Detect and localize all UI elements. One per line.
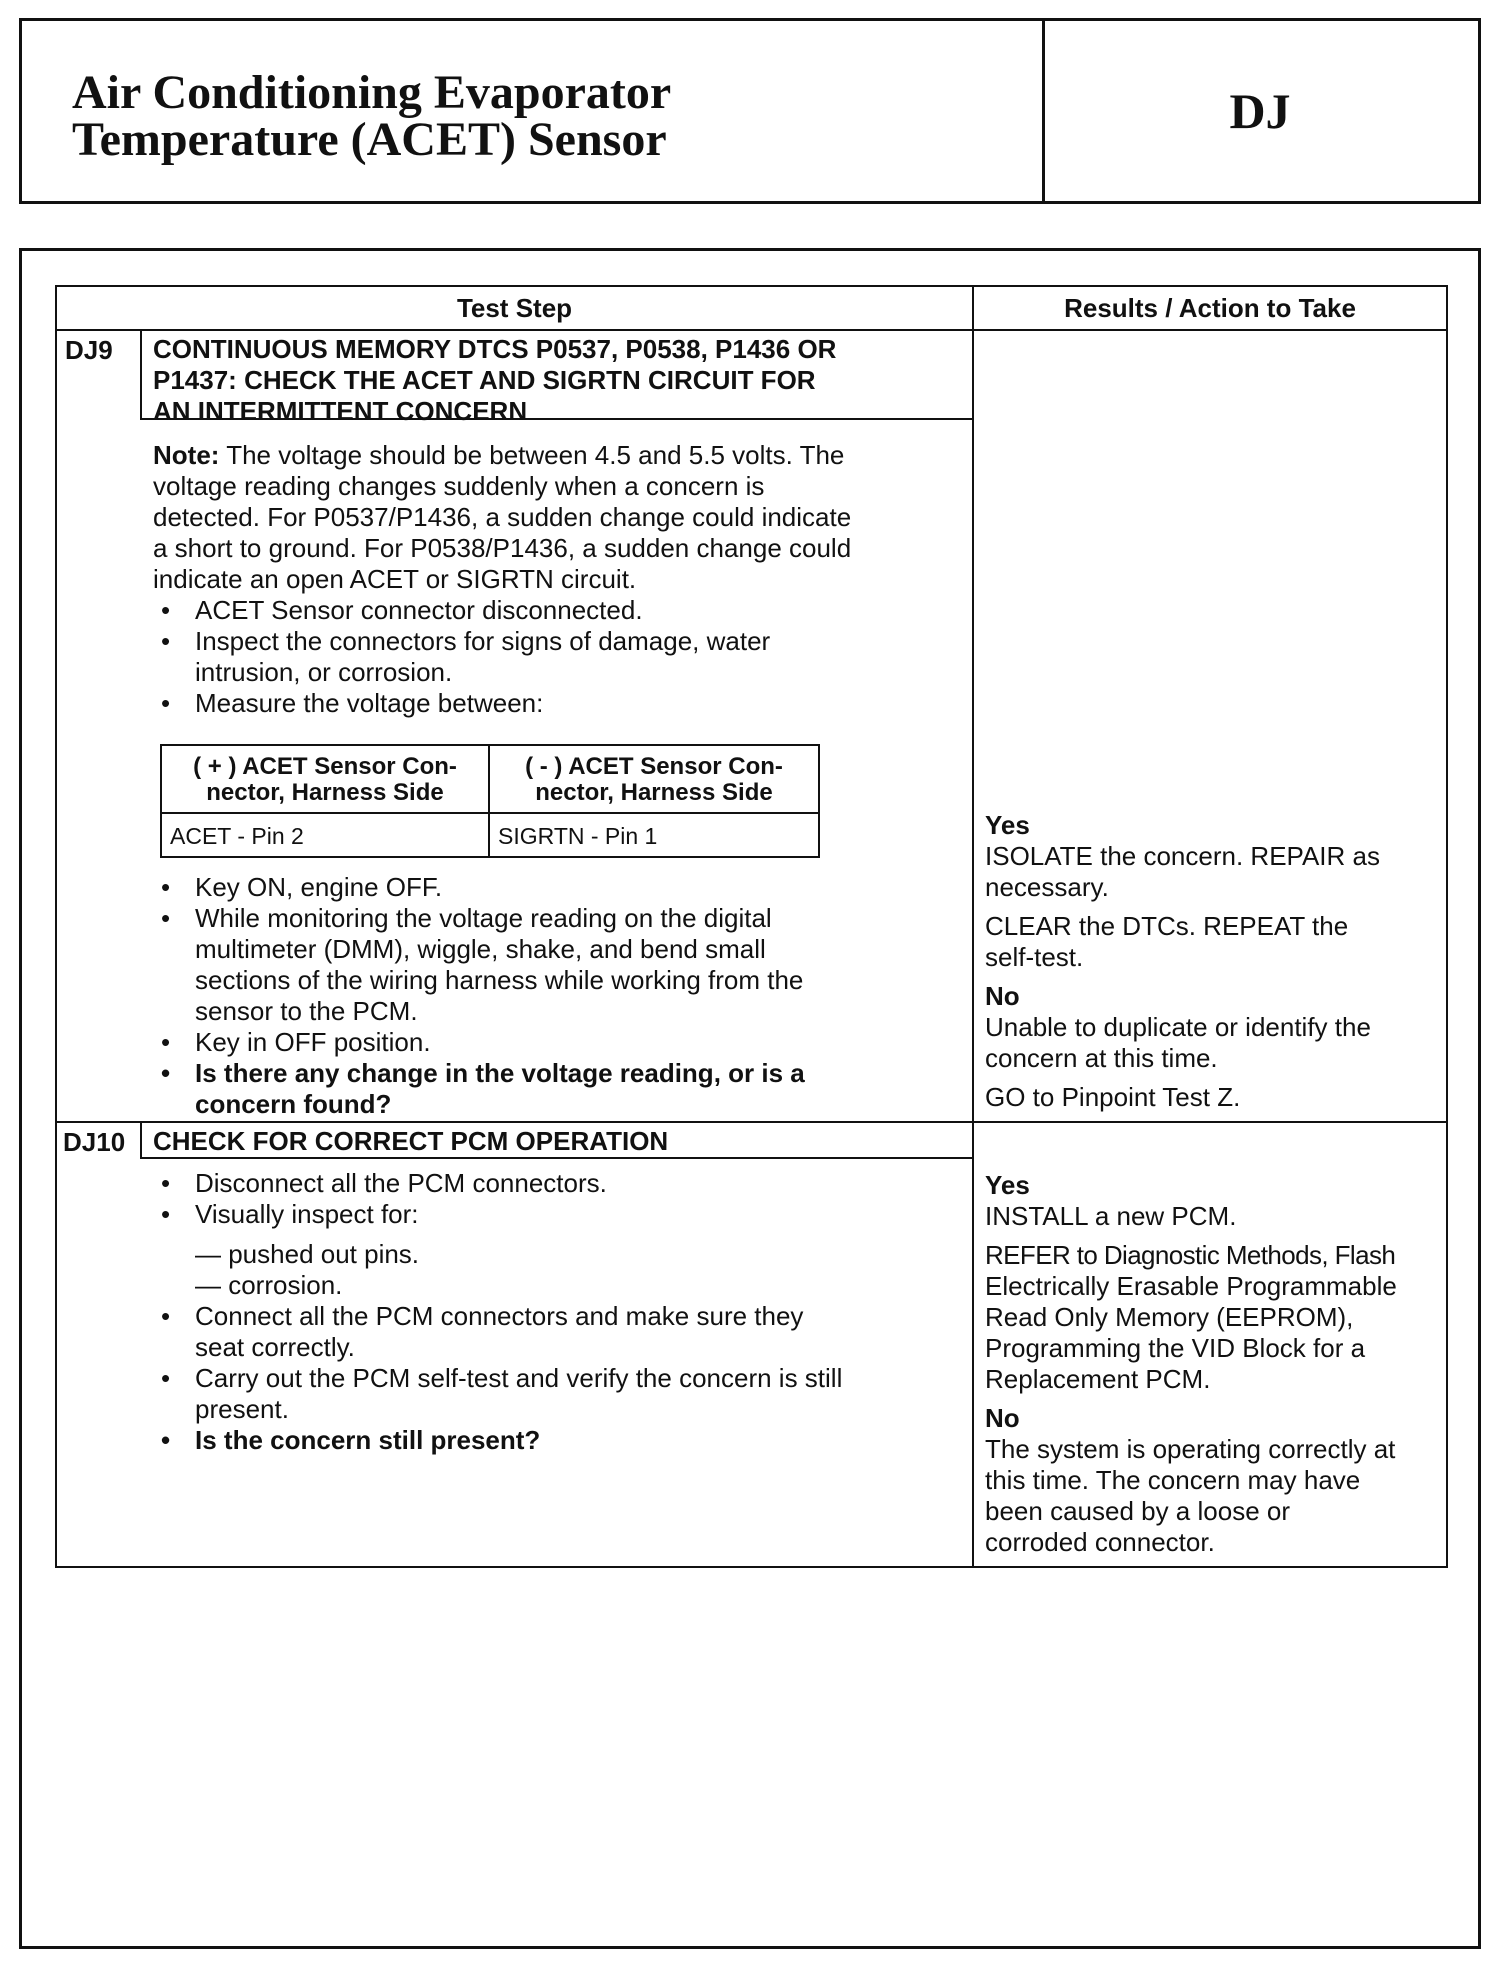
list-item: • Connect all the PCM connectors and make sure they seat correctly.	[153, 1301, 968, 1363]
step-body-dj9-continued	[153, 872, 968, 1120]
results-dj9: Yes ISOLATE the concern. REPAIR as necessary. CLEAR the DTCs. REPEAT the self-test. No Unable to duplicate or identify the concern at this time. GO to Pinpoint Test Z.	[985, 810, 1443, 1113]
column-header-test-step: Test Step	[456, 293, 573, 323]
measurement-header-negative: ( - ) ACET Sensor Con- nector, Harness Side	[525, 753, 783, 806]
step-id-dj10: DJ10	[63, 1127, 126, 1157]
measurement-cell-positive: ACET - Pin 2	[170, 822, 304, 849]
dj10-id-rule	[140, 1121, 142, 1159]
list-sub-item: — corrosion.	[195, 1270, 343, 1300]
no-label: No	[985, 1403, 1020, 1433]
list-item: • Inspect the connectors for signs of damage, water intrusion, or corrosion.	[153, 626, 968, 688]
step-body-dj10	[153, 1168, 968, 1456]
list-item: • Key in OFF position.	[153, 1027, 968, 1058]
page-title: Air Conditioning Evaporator Temperature (ACET) Sensor	[72, 66, 672, 166]
list-item: • Carry out the PCM self-test and verify the concern is still present.	[153, 1363, 968, 1425]
list-item: • Measure the voltage between:	[153, 688, 968, 719]
dj10-title-rule	[140, 1157, 974, 1159]
list-item-question: • Is the concern still present?	[153, 1425, 968, 1456]
header-rule	[57, 329, 1446, 331]
note: Note: The voltage should be between 4.5 and 5.5 volts. The	[153, 440, 845, 470]
step-title-dj9: CONTINUOUS MEMORY DTCS P0537, P0538, P1436 OR P1437: CHECK THE ACET AND SIGRTN CIRCUIT FOR AN INTERMITTENT CONCERN	[153, 334, 837, 426]
dj9-id-rule	[140, 329, 142, 420]
list-item: • Visually inspect for:	[153, 1199, 968, 1230]
step-separator	[57, 1121, 1446, 1123]
yes-label: Yes	[985, 1170, 1030, 1200]
list-sub-item: — pushed out pins.	[195, 1239, 420, 1269]
measurement-cell-negative: SIGRTN - Pin 1	[498, 822, 658, 849]
list-item: • ACET Sensor connector disconnected.	[153, 595, 968, 626]
list-item: • Disconnect all the PCM connectors.	[153, 1168, 968, 1199]
step-id-dj9: DJ9	[65, 335, 113, 365]
section-code: DJ	[1229, 83, 1291, 139]
measurement-header-positive: ( + ) ACET Sensor Con- nector, Harness Side	[193, 753, 457, 806]
list-item-question: • Is there any change in the voltage reading, or is a concern found?	[153, 1058, 968, 1120]
test-step-table	[55, 285, 1448, 1568]
no-label: No	[985, 981, 1020, 1011]
list-item: • While monitoring the voltage reading on the digital multimeter (DMM), wiggle, shake, and bend small sections of the wiring harness while working from the sensor to the PCM.	[153, 903, 968, 1027]
list-item: • Key ON, engine OFF.	[153, 872, 968, 903]
step-body-dj9: Note: The voltage should be between 4.5 and 5.5 volts. The voltage reading changes suddenly when a concern is detected. For P0537/P1436, a sudden change could indicate a short to ground. For P0538/P1436, a sudden change could indicate an open ACET or SIGRTN circuit. • ACET Sensor connector disconnected. • Inspect the connectors for signs of damage, water intrusion, or corrosion. • Measure the voltage between:	[153, 440, 968, 719]
step-title-dj10: CHECK FOR CORRECT PCM OPERATION	[153, 1126, 669, 1156]
column-header-results: Results / Action to Take	[1064, 293, 1356, 323]
results-column-rule	[972, 287, 974, 1566]
page-header	[19, 18, 1481, 204]
yes-label: Yes	[985, 810, 1030, 840]
results-dj10: Yes INSTALL a new PCM. REFER to Diagnostic Methods, Flash Electrically Erasable Programmable Read Only Memory (EEPROM), Programming the VID Block for a Replacement PCM. No The system is operating correctly at this time. The concern may have been caused by a loose or corroded connector.	[985, 1170, 1445, 1558]
measurement-table	[160, 744, 820, 858]
